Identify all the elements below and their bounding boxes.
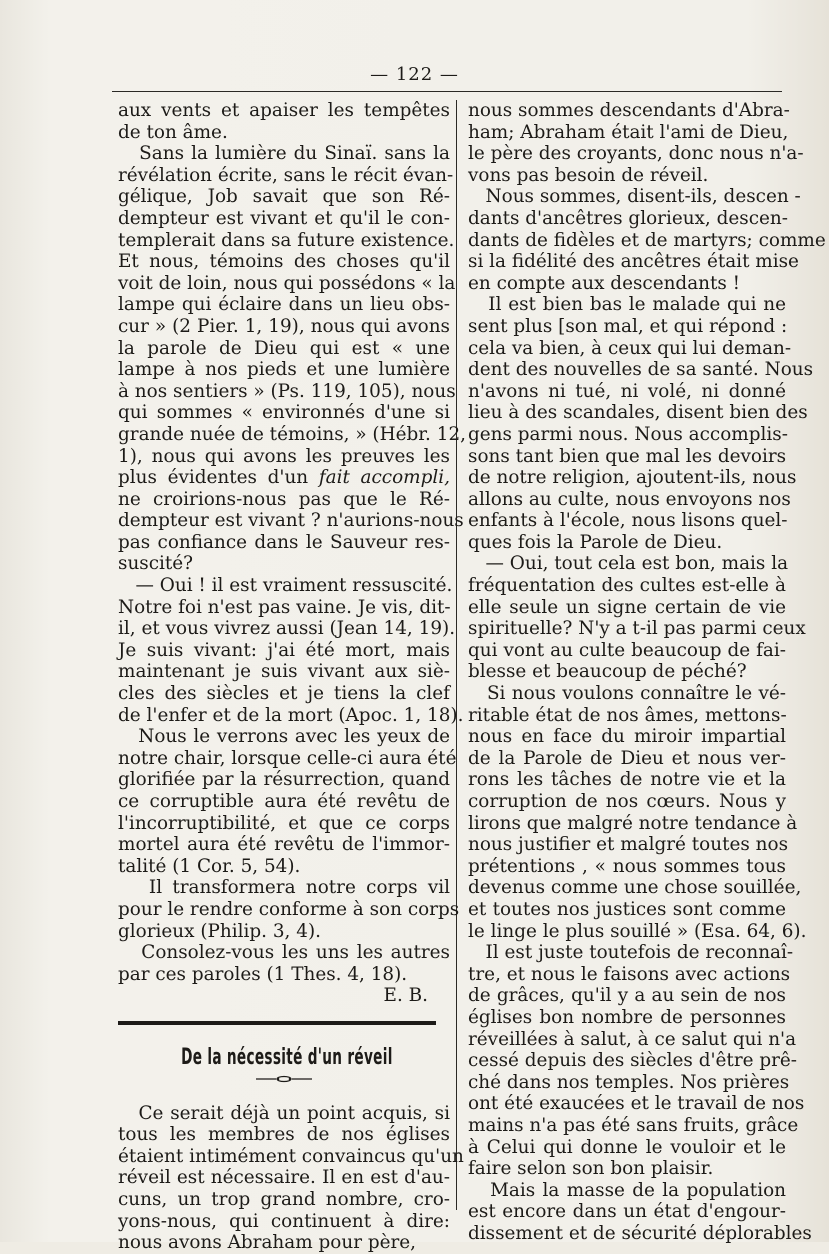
- text-line: églises bon nombre de personnes: [468, 1006, 786, 1028]
- text-line: enfants à l'école, nous lisons quel-: [468, 510, 788, 532]
- text-line: talité (1 Cor. 5, 54).: [118, 855, 301, 877]
- text-line: révélation écrite, sans le récit évan-: [118, 164, 454, 186]
- text-line: ques fois la Parole de Dieu.: [468, 531, 723, 553]
- right-column: [468, 100, 826, 1244]
- text-line: de la Parole de Dieu et nous ver-: [468, 747, 786, 769]
- text-line: cessé depuis des siècles d'être prê-: [468, 1050, 798, 1072]
- text-line: Ce serait déjà un point acquis, si: [118, 1102, 450, 1124]
- text-line: glorieux (Philip. 3, 4).: [118, 920, 321, 942]
- text-line: dants de fidèles et de martyrs; comme: [468, 229, 826, 251]
- text-line: nous en face du miroir impartial: [468, 726, 786, 748]
- text-line: dempteur est vivant ? n'aurions-nous: [118, 510, 464, 532]
- text-line: Sans la lumière du Sinaï. sans la: [118, 143, 450, 165]
- text-line: prétentions , « nous sommes tous: [468, 855, 786, 877]
- text-line: fréquentation des cultes est-elle à: [468, 575, 786, 597]
- text-line: blesse et beaucoup de péché?: [468, 661, 747, 683]
- text-line: vons pas besoin de réveil.: [468, 164, 709, 186]
- text-line: lampe qui éclaire dans un lieu obs-: [118, 294, 450, 316]
- text-line: devenus comme une chose souillée,: [468, 877, 802, 899]
- text-line: rons les tâches de notre vie et la: [468, 769, 786, 791]
- text-line: lirons que malgré notre tendance à: [468, 812, 798, 834]
- text-line: grande nuée de témoins, » (Hébr. 12,: [118, 423, 466, 445]
- text-line: Il transformera notre corps vil: [118, 877, 450, 899]
- text-line: aux vents et apaiser les tempêtes: [118, 100, 450, 121]
- text-line: corruption de nos cœurs. Nous y: [468, 791, 786, 812]
- text-line: dissement et de sécurité déplorables: [468, 1222, 812, 1244]
- text-line: suscité?: [118, 553, 194, 575]
- text-line: templerait dans sa future existence.: [118, 229, 455, 251]
- text-line: cela va bien, à ceux qui lui deman-: [468, 337, 792, 359]
- text-line: cles des siècles et je tiens la clef: [118, 683, 450, 705]
- text-line: de l'enfer et de la mort (Apoc. 1, 18).: [118, 704, 464, 726]
- text-line: maintenant je suis vivant aux siè-: [118, 661, 450, 683]
- text-line: cuns, un trop grand nombre, cro-: [118, 1188, 450, 1210]
- text-line: glorifiée par la résurrection, quand: [118, 769, 450, 791]
- text-line: dempteur est vivant et qu'il le con-: [118, 207, 450, 229]
- text-line: tre, et nous le faisons avec actions: [468, 963, 791, 985]
- text-line: tous les membres de nos églises: [118, 1124, 450, 1146]
- text-line: de grâces, qu'il y a au sein de nos: [468, 985, 786, 1007]
- text-line: lieu à des scandales, disent bien des: [468, 402, 808, 424]
- text-line: étaient intimément convaincus qu'un: [118, 1145, 464, 1167]
- text-line: yons-nous, qui continuent à dire:: [118, 1210, 450, 1232]
- text-line: dent des nouvelles de sa santé. Nous: [468, 359, 814, 381]
- text-line: Notre foi n'est pas vaine. Je vis, dit-: [118, 596, 451, 618]
- text-line: nous avons Abraham pour père,: [118, 1232, 417, 1254]
- text-line: l'incorruptibilité, et que ce corps: [118, 812, 450, 834]
- text-line: si la fidélité des ancêtres était mise: [468, 251, 799, 273]
- text-line: nous justifier et malgré toutes nos: [468, 834, 789, 856]
- text-line: gélique, Job savait que son Ré-: [118, 186, 450, 208]
- text-line: plus évidentes d'un fait accompli,: [118, 467, 450, 489]
- text-line: Nous le verrons avec les yeux de: [118, 726, 450, 748]
- signature: E. B.: [383, 985, 428, 1007]
- section-text: [118, 1102, 464, 1254]
- text-line: voit de loin, nous qui possédons « la: [118, 272, 456, 294]
- text-line: 1), nous qui avons les preuves les: [118, 445, 450, 467]
- right-column-text: [468, 100, 826, 1244]
- text-line: ont été exaucées et le travail de nos: [468, 1093, 805, 1115]
- text-line: Mais la masse de la population: [468, 1179, 786, 1201]
- text-line: — Oui, tout cela est bon, mais la: [468, 553, 789, 575]
- text-line: de notre religion, ajoutent-ils, nous: [468, 467, 797, 489]
- text-line: spirituelle? N'y a t-il pas parmi ceux: [468, 618, 806, 640]
- column-divider: [456, 100, 457, 1210]
- text-line: notre chair, lorsque celle-ci aura été: [118, 747, 457, 769]
- text-line: par ces paroles (1 Thes. 4, 18).: [118, 963, 408, 985]
- ornament-icon: [254, 1075, 314, 1083]
- text-line: le linge le plus souillé » (Esa. 64, 6).: [468, 920, 807, 942]
- text-line: mortel aura été revêtu de l'immor-: [118, 834, 450, 856]
- page-number: — 122 —: [370, 64, 459, 85]
- text-line: en compte aux descendants !: [468, 272, 741, 294]
- section-rule: [118, 1021, 436, 1025]
- text-line: qui vont au culte beaucoup de fai-: [468, 639, 786, 661]
- text-line: sons tant bien que mal les devoirs: [468, 445, 787, 467]
- text-line: ham; Abraham était l'ami de Dieu,: [468, 121, 789, 143]
- text-line: dants d'ancêtres glorieux, descen-: [468, 207, 788, 229]
- text-line: réveillées à salut, à ce salut qui n'a: [468, 1028, 797, 1050]
- text-line: Consolez-vous les uns les autres: [118, 942, 450, 964]
- left-column: [118, 100, 466, 1254]
- text-line: Et nous, témoins des choses qu'il: [118, 251, 450, 273]
- text-line: Je suis vivant: j'ai été mort, mais: [118, 639, 450, 661]
- text-line: Nous sommes, disent-ils, descen -: [468, 186, 801, 208]
- text-line: ritable état de nos âmes, mettons-: [468, 704, 787, 726]
- section-title: De la nécessité d'un réveil: [181, 1044, 393, 1070]
- text-line: mains n'a pas été sans fruits, grâce: [468, 1114, 799, 1136]
- text-line: nous sommes descendants d'Abra-: [468, 100, 790, 121]
- text-line: elle seule un signe certain de vie: [468, 596, 786, 618]
- text-line: ce corruptible aura été revêtu de: [118, 791, 450, 812]
- text-line: — Oui ! il est vraiment ressuscité.: [118, 575, 453, 597]
- text-line: n'avons ni tué, ni volé, ni donné: [468, 380, 786, 402]
- text-line: pour le rendre conforme à son corps: [118, 898, 460, 920]
- text-line: gens parmi nous. Nous accomplis-: [468, 423, 788, 445]
- text-line: sent plus [son mal, et qui répond :: [468, 315, 788, 337]
- text-line: Si nous voulons connaître le vé-: [468, 683, 786, 705]
- text-line: est encore dans un état d'engour-: [468, 1201, 786, 1223]
- left-column-text: [118, 100, 466, 985]
- text-line: et toutes nos justices sont comme: [468, 898, 786, 920]
- text-line: de ton âme.: [118, 121, 228, 143]
- text-line: ché dans nos temples. Nos prières: [468, 1071, 790, 1093]
- text-line: à Celui qui donne le vouloir et le: [468, 1136, 786, 1158]
- text-line: faire selon son bon plaisir.: [468, 1158, 714, 1180]
- text-line: lampe à nos pieds et une lumière: [118, 359, 450, 381]
- text-line: la parole de Dieu qui est « une: [118, 337, 450, 359]
- text-line: le père des croyants, donc nous n'a-: [468, 143, 804, 165]
- text-line: pas confiance dans le Sauveur res-: [118, 531, 450, 553]
- text-line: réveil est nécessaire. Il en est d'au-: [118, 1167, 450, 1189]
- text-line: Il est juste toutefois de reconnaî-: [468, 942, 794, 964]
- header-rule: [112, 91, 782, 92]
- text-line: à nos sentiers » (Ps. 119, 105), nous: [118, 380, 456, 402]
- text-line: qui sommes « environnés d'une si: [118, 402, 450, 424]
- text-line: allons au culte, nous envoyons nos: [468, 488, 791, 510]
- text-line: ne croirions-nous pas que le Ré-: [118, 488, 450, 510]
- text-line: Il est bien bas le malade qui ne: [468, 294, 786, 316]
- text-line: cur » (2 Pier. 1, 19), nous qui avons: [118, 315, 450, 337]
- text-line: il, et vous vivrez aussi (Jean 14, 19).: [118, 618, 456, 640]
